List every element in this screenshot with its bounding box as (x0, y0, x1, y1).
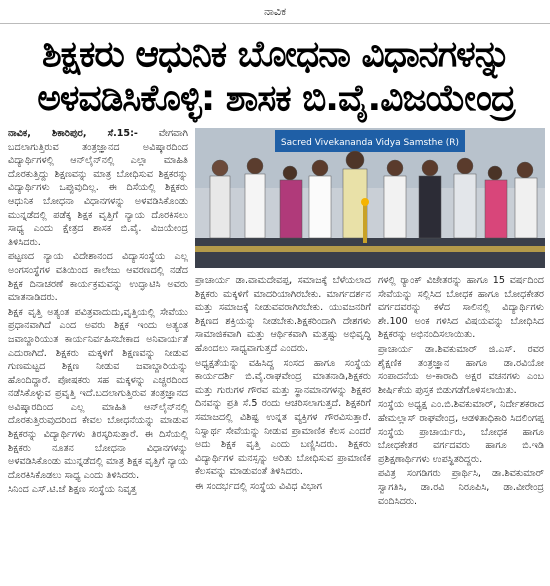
article-paragraph: ಶಿಕ್ಷಕ ವೃತ್ತಿ ಅತ್ಯಂತ ಪವಿತ್ರವಾದುದು,ವೃತ್ತಿಯಲ್ಲಿ ಸೇವೆಯು ಪ್ರಧಾನವಾಗಿದೆ ಎಂದ ಅವರು ಶಿಕ್ಷಕ ಇಂದು ಅತ್ಯಂತ ಜವಾಬ್ದಾರಿಯುತ ಕಾರ್ಯನಿರ್ವಹಿಸಬೇಕಾದ ಅನಿವಾರ್ಯತೆ ಎದುರಾಗಿದೆ. ಶಿಕ್ಷಕರು ಮಕ್ಕಳಿಗೆ ಶಿಕ್ಷಣವನ್ನು ನೀಡುವ ಗುಣಮಟ್ಟದ ಶಿಕ್ಷಣ ನೀಡುವ ಜವಾಬ್ದಾರಿಯನ್ನು ಹೊಂದಿದ್ದಾರೆ. ಪೋಷಕರು ಸಹ ಮಕ್ಕಳನ್ನು ಎಚ್ಚರದಿಂದ ನಡೆಸಿಕೊಳ್ಳುವ ಪ್ರವೃತ್ತಿ ಇದೆ.ಬದಲಾಗುತ್ತಿರುವ ತಂತ್ರಜ್ಞಾನದ ಅವಿಷ್ಕಾರದಿಂದ ಎಲ್ಲ ಮಾಹಿತಿ ಆನ್‌ಲೈನ್‌ನಲ್ಲಿ ದೊರಕುತ್ತಿರುವುದರಿಂದ ಕೇವಲ ಬೋಧನೆಯನ್ನು ಮಾಡುವ ಶಿಕ್ಷಕರನ್ನು ವಿದ್ಯಾರ್ಥಿಗಳು ತಿರಸ್ಕರಿಸುತ್ತಾರೆ. ಈ ದಿಸೆಯಲ್ಲಿ ಶಿಕ್ಷಕರು ನೂತನ ಬೋಧನಾ ವಿಧಾನಗಳನ್ನು ಅಳವಡಿಸಿಕೊಂಡು ಮುನ್ನಡೆದಲ್ಲಿ ಮಾತ್ರ ಶಿಕ್ಷಕ ವೃತ್ತಿಗೆ ನ್ಯಾಯ ದೊರಕಿಸಿಕೊಡಲು ಸಾಧ್ಯ ಎಂದು ತಿಳಿಸಿದರು. (8, 306, 188, 481)
article-paragraph: ಸಿನಿಂದ ಎಸ್.ಟಿ.ಜೆ ಶಿಕ್ಷಣ ಸಂಸ್ಥೆಯ ನಿವೃತ್ತ (8, 484, 137, 496)
article-paragraph: ಅಧ್ಯಕ್ಷತೆಯನ್ನು ವಹಿಸಿದ್ದ ಸಂಸದ ಹಾಗೂ ಸಂಸ್ಥೆಯ ಕಾರ್ಯದರ್ಶಿ ಬಿ.ವೈ.ರಾಘವೇಂದ್ರ ಮಾತನಾಡಿ,ಶಿಕ್ಷಕರು ಮತ್ತು ಗುರುಗಳ ಗೌರವ ಮತ್ತು ಸ್ಥಾನಮಾನಗಳನ್ನು ಶಿಕ್ಷಕರ ದಿನವನ್ನು ಪ್ರತಿ ಸೆ.5 ರಂದು ಆಚರಿಸಲಾಗುತ್ತದೆ. ಶಿಕ್ಷಕರಿಗೆ ಸಮಾಜದಲ್ಲಿ ವಿಶಿಷ್ಟ ಉನ್ನತ ವ್ಯಕ್ತಿಗಳ ಗೌರವಿಸುತ್ತಾರೆ. ನಿಸ್ವಾರ್ಥ ಸೇವೆಯನ್ನು ನೀಡುವ ಪ್ರಾಮಾಣಿಕ ಕೆಲಸ ಎಂದರೆ ಅದು ಶಿಕ್ಷಕ ವೃತ್ತಿ ಎಂದು ಬಣ್ಣಿಸಿದರು. ಶಿಕ್ಷಕರು ವಿದ್ಯಾರ್ಥಿಗಳ ಮನಸ್ಸನ್ನು ಅರಿತು ಬೋಧಿಸುವ ಪ್ರಾಮಾಣಿಕ ಕೆಲಸವನ್ನು ಮಾಡುವಂತೆ ತಿಳಿಸಿದರು. (195, 357, 371, 478)
article-paragraph (8, 127, 188, 249)
masthead (0, 0, 550, 24)
headline-line-2: ಅಳವಡಿಸಿಕೊಳ್ಳಿ: ಶಾಸಕ ಬಿ.ವೈ.ವಿಜಯೇಂದ್ರ (37, 78, 515, 119)
event-photo (195, 128, 545, 268)
article-column-3 (378, 274, 544, 584)
article-paragraph: ಈ ಸಂದರ್ಭದಲ್ಲಿ ಸಂಸ್ಥೆಯ ವಿವಿಧ ವಿಭಾಗ (195, 480, 322, 492)
article-paragraph: ಪಟ್ಟಣದ ನ್ಯಾಯ ವಿದೇಶಾನಂದ ವಿದ್ಯಾಸಂಸ್ಥೆಯ ಎಲ್ಲ ಅಂಗಸಂಸ್ಥೆಗಳ ವತಿಯಿಂದ ಕಾಲೇಜು ಆವರಣದಲ್ಲಿ ನಡೆದ ಶಿಕ್ಷಕ ದಿನಾಚರಣೆ ಕಾರ್ಯಕ್ರಮವನ್ನು ಉದ್ಘಾಟಿಸಿ ಅವರು ಮಾತನಾಡಿದರು. (8, 251, 188, 304)
banner-text: Sacred Vivekananda Vidya Samsthe (R) (280, 138, 460, 148)
event-photo-illustration (195, 128, 545, 268)
article-paragraph: ಪವಿತ್ರ ಸಂಗಡಿಗರು ಪ್ರಾರ್ಥಿಸಿ, ಡಾ.ಶಿವಕುಮಾರ್ ಸ್ವಾಗತಿಸಿ, ಡಾ.ರವಿ ನಿರೂಪಿಸಿ, ಡಾ.ವೀರೇಂದ್ರ ವಂದಿಸಿದರು. (378, 468, 544, 507)
section-name: ನಾವಿಕ (263, 5, 287, 18)
article-paragraph: ಪ್ರಾಚಾರ್ಯ ಡಾ.ಶಿವಕುಮಾರ್ ಜಿ.ಎಸ್. ರವರ ಶೈಕ್ಷಣಿಕ ತಂತ್ರಜ್ಞಾನ ಹಾಗೂ ಡಾ.ರವಿಯೋ ಸಂಪಾದನೆಯ ಅ-ಕಾರಾದಿ ಅಕ್ಷರ ವಚನಗಳು ಎಂಬ ಶೀರ್ಷಿಕೆಯ ಪುಸ್ತಕ ಬಿಡುಗಡೆಗೊಳಿಸಲಾಯಿತು. (378, 343, 544, 396)
paragraph-text: ವೇಗವಾಗಿ ಬದಲಾಗುತ್ತಿರುವ ತಂತ್ರಜ್ಞಾನದ ಅವಿಷ್ಕಾರದಿಂದ ವಿದ್ಯಾರ್ಥಿಗಳಲ್ಲಿ ಆನ್‌ಲೈನ್‌ನಲ್ಲಿ ಎಲ್ಲಾ ಮಾಹಿತಿ ದೊರಕುತ್ತಿದ್ದು ಶಿಕ್ಷಣವನ್ನು ಮಾತ್ರ ಬೋಧಿಸುವ ಶಿಕ್ಷಕರನ್ನು ವಿದ್ಯಾರ್ಥಿಗಳು ಒಪ್ಪುವುದಿಲ್ಲ. ಈ ದಿಸೆಯಲ್ಲಿ ಶಿಕ್ಷಕರು ಆಧುನಿಕ ಬೋಧನಾ ವಿಧಾನಗಳನ್ನು ಅಳವಡಿಸಿಕೊಂಡು ಮುನ್ನಡೆದಲ್ಲಿ ಪಡೆಕ್ಕ ಶಿಕ್ಷಕ ವೃತ್ತಿಗೆ ನ್ಯಾಯ ದೊರಕಿಸಲು ಸಾಧ್ಯ ಎಂದು ಕ್ಷೇತ್ರದ ಶಾಸಕ ಬಿ.ವೈ. ವಿಜಯೇಂದ್ರ ತಿಳಿಸಿದರು. (8, 128, 188, 248)
headline (8, 33, 544, 121)
dateline: ನಾವಿಕ, ಶಿಕಾರಿಪುರ, ಸೆ.15:- (8, 128, 138, 139)
article-paragraph: ಪ್ರಾಚಾರ್ಯ ಡಾ.ವಾಮದೇವಪ್ಪ, ಸಮಾಜಕ್ಕೆ ಬೆಳೆಯಲಾದ ಶಿಕ್ಷಕರು ಮಕ್ಕಳಿಗೆ ಮಾದರಿಯಾಗಿರಬೇಕು. ಮಾರ್ಗದರ್ಶನ ಮತ್ತು ಸಮಾಜಕ್ಕೆ ನೀಡುವವರಾಗಿರಬೇಕು. ಯುವಜನರಿಗೆ ಶಿಕ್ಷಣದ ಶಕ್ತಿಯನ್ನು ನೀಡಬೇಕು.ಶಿಕ್ಷಕರಿಂದಾಗಿ ದೇಶಗಳು ಸಾಮಾಜಿಕವಾಗಿ ಮತ್ತು ಆರ್ಥಿಕವಾಗಿ ಮತ್ತಷ್ಟು ಅಭಿವೃದ್ಧಿ ಹೊಂದಲು ಸಾಧ್ಯವಾಗುತ್ತದೆ ಎಂದರು. (195, 275, 371, 354)
article-column-1 (8, 127, 188, 583)
article-paragraph: ಗಳಲ್ಲಿ ರ‍್ಯಾಂಕ್ ವಿಜೇತರನ್ನು ಹಾಗೂ 15 ವರ್ಷದಿಂದ ಸೇವೆಯನ್ನು ಸಲ್ಲಿಸಿದ ಬೋಧಕ ಹಾಗೂ ಬೋಧಕೇತರ ವರ್ಗದವರನ್ನು ಕಳೆದ ಸಾಲಿನಲ್ಲಿ ವಿದ್ಯಾರ್ಥಿಗಳು ಶೇ.100 ಅಂಕ ಗಳಿಸಿದ ವಿಷಯವನ್ನು ಬೋಧಿಸಿದ ಶಿಕ್ಷಕರನ್ನು ಅಭಿನಂದಿಸಲಾಯಿತು. (378, 275, 544, 341)
article-column-2 (195, 274, 371, 584)
headline-line-1: ಶಿಕ್ಷಕರು ಆಧುನಿಕ ಬೋಧನಾ ವಿಧಾನಗಳನ್ನು (41, 34, 511, 75)
article-paragraph: ಸಂಸ್ಥೆಯ ಅಧ್ಯಕ್ಷ ಎಂ.ಬಿ.ಶಿವಕುಮಾರ್, ನಿರ್ದೇಶಕರಾದ ಹೇಮಲ್ಲಾಸ್ ರಾಘವೇಂದ್ರ, ಆಡಳಿತಾಧಿಕಾರಿ ಸಿದಲಿಂಗಪ್ಪ ಸಂಸ್ಥೆಯ ಪ್ರಾಚಾರ್ಯರು, ಬೋಧಕ ಹಾಗೂ ಬೋಧಕೇತರ ವರ್ಗದವರು ಹಾಗೂ ಬಿ.ಇಡಿ ಪ್ರಶಿಕ್ಷಣಾರ್ಥಿಗಳು ಉಪಸ್ಥಿತರಿದ್ದರು. (378, 399, 544, 465)
